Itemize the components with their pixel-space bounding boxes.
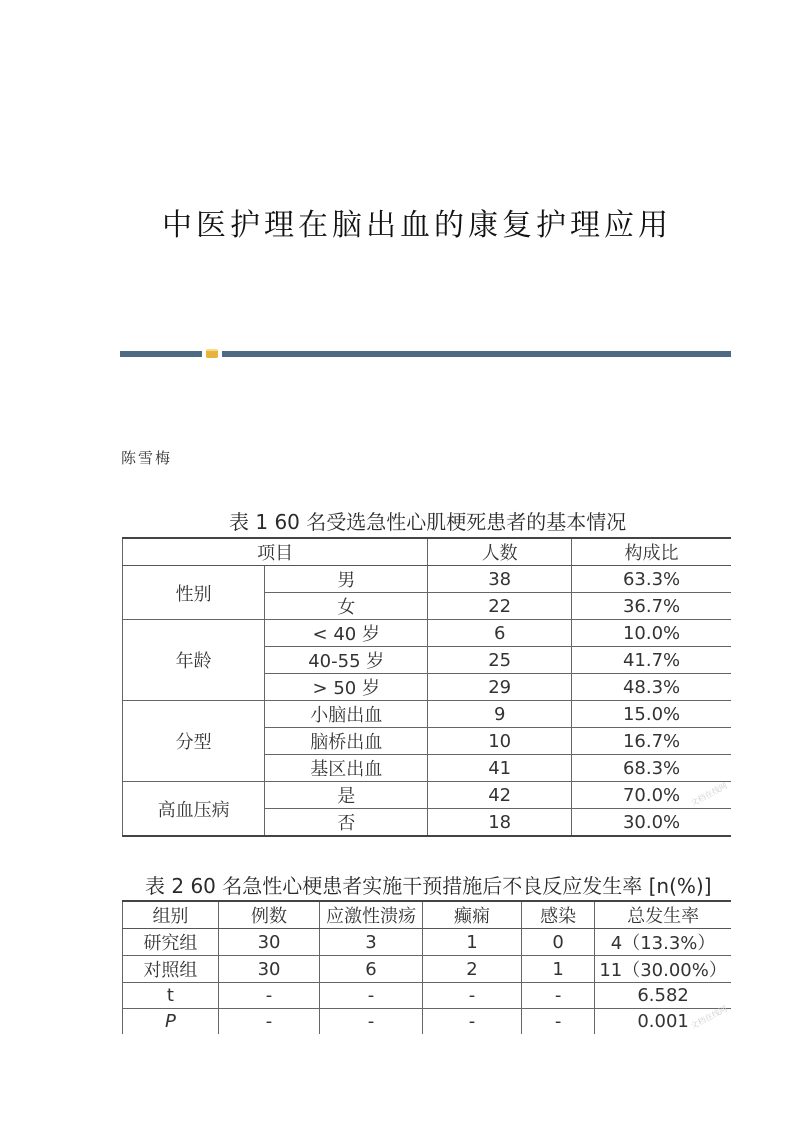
- table2-caption: 表 2 60 名急性心梗患者实施干预措施后不良反应发生率 [n(%)]: [145, 874, 712, 898]
- table1-category: 高血压病: [123, 782, 265, 837]
- table2-header-group: 组别: [123, 901, 219, 929]
- table1-header-row: [123, 538, 732, 566]
- table1-patient-characteristics: [122, 537, 731, 837]
- table1-count: 10: [428, 728, 572, 755]
- document-title: 中医护理在脑出血的康复护理应用: [162, 208, 672, 243]
- table-row: [123, 1009, 732, 1035]
- table-row: [123, 620, 732, 647]
- table2-cell: 3: [320, 929, 423, 956]
- table1-item: 否: [265, 809, 428, 837]
- watermark: 文档在线网: [689, 781, 729, 808]
- table2-cell: 1: [522, 956, 595, 983]
- table2-cell: 研究组: [123, 929, 219, 956]
- divider-bar-right: [222, 351, 731, 357]
- table1-item: 小脑出血: [265, 701, 428, 728]
- table2-adverse-reactions: [122, 900, 731, 1034]
- table2-header-epilepsy: 癫痫: [422, 901, 521, 929]
- table1-count: 38: [428, 566, 572, 593]
- table2-cell: 0.001: [637, 1011, 689, 1032]
- table2-header-row: [123, 901, 732, 929]
- table2-cell: -: [320, 1009, 423, 1035]
- table2-cell: 4（13.3%）: [595, 929, 731, 956]
- table2-cell: 6.582: [595, 983, 731, 1009]
- title-divider: [120, 349, 731, 358]
- table1-ratio: 41.7%: [572, 647, 731, 674]
- table1-ratio: 15.0%: [572, 701, 731, 728]
- table2-cell: -: [522, 1009, 595, 1035]
- table1-item: > 50 岁: [265, 674, 428, 701]
- table1-category: 年龄: [123, 620, 265, 701]
- table1-ratio: 63.3%: [572, 566, 731, 593]
- table2-cell: -: [320, 983, 423, 1009]
- table1-count: 22: [428, 593, 572, 620]
- table1-item: 基区出血: [265, 755, 428, 782]
- table2-header-stress-ulcer: 应激性溃疡: [320, 901, 423, 929]
- table-row: [123, 983, 732, 1009]
- table1-count: 18: [428, 809, 572, 837]
- table2-header-total-rate: 总发生率: [595, 901, 731, 929]
- table1-ratio: 68.3%: [572, 755, 731, 782]
- table-row: [123, 929, 732, 956]
- table1-caption: 表 1 60 名受选急性心肌梗死患者的基本情况: [229, 510, 627, 534]
- table2-cell: 6: [320, 956, 423, 983]
- table-row: [123, 782, 732, 809]
- table1-item: 40-55 岁: [265, 647, 428, 674]
- table1-item: 女: [265, 593, 428, 620]
- table1-ratio: 36.7%: [572, 593, 731, 620]
- table1-count: 29: [428, 674, 572, 701]
- table1-category: 性别: [123, 566, 265, 620]
- table2-cell: -: [422, 1009, 521, 1035]
- table2-cell: 对照组: [123, 956, 219, 983]
- table1-count: 9: [428, 701, 572, 728]
- table2-cell: 1: [422, 929, 521, 956]
- table1-header-item: 项目: [123, 538, 428, 566]
- table1-item: 脑桥出血: [265, 728, 428, 755]
- watermark: 文档在线网: [689, 1004, 729, 1031]
- table-row: [123, 701, 732, 728]
- table2-cell: t: [123, 983, 219, 1009]
- table-row: [123, 956, 732, 983]
- table1-header-ratio: 构成比: [572, 538, 731, 566]
- divider-ornament-icon: [206, 349, 218, 358]
- table2-cell: -: [218, 1009, 319, 1035]
- table-row: [123, 566, 732, 593]
- table1-item: 是: [265, 782, 428, 809]
- table2-cell: -: [522, 983, 595, 1009]
- table2-header-cases: 例数: [218, 901, 319, 929]
- table1-ratio: 70.0%: [572, 782, 731, 809]
- table2-cell: -: [422, 983, 521, 1009]
- table2-cell: 30: [218, 956, 319, 983]
- table2-cell: 2: [422, 956, 521, 983]
- table1-ratio: 16.7%: [572, 728, 731, 755]
- table1-count: 25: [428, 647, 572, 674]
- table2-cell: P: [123, 1009, 219, 1035]
- table2-header-infection: 感染: [522, 901, 595, 929]
- table2-cell: 30: [218, 929, 319, 956]
- table1-count: 42: [428, 782, 572, 809]
- divider-bar-left: [120, 351, 202, 357]
- table1-count: 6: [428, 620, 572, 647]
- table1-count: 41: [428, 755, 572, 782]
- table2-cell: -: [218, 983, 319, 1009]
- table1-header-count: 人数: [428, 538, 572, 566]
- table1-item: < 40 岁: [265, 620, 428, 647]
- table1-ratio: 48.3%: [572, 674, 731, 701]
- table1-category: 分型: [123, 701, 265, 782]
- table2-cell: 11（30.00%）: [595, 956, 731, 983]
- table1-ratio: 30.0%: [572, 809, 731, 837]
- author-name: 陈雪梅: [121, 449, 173, 467]
- table1-ratio: 10.0%: [572, 620, 731, 647]
- table2-cell: 0: [522, 929, 595, 956]
- table1-item: 男: [265, 566, 428, 593]
